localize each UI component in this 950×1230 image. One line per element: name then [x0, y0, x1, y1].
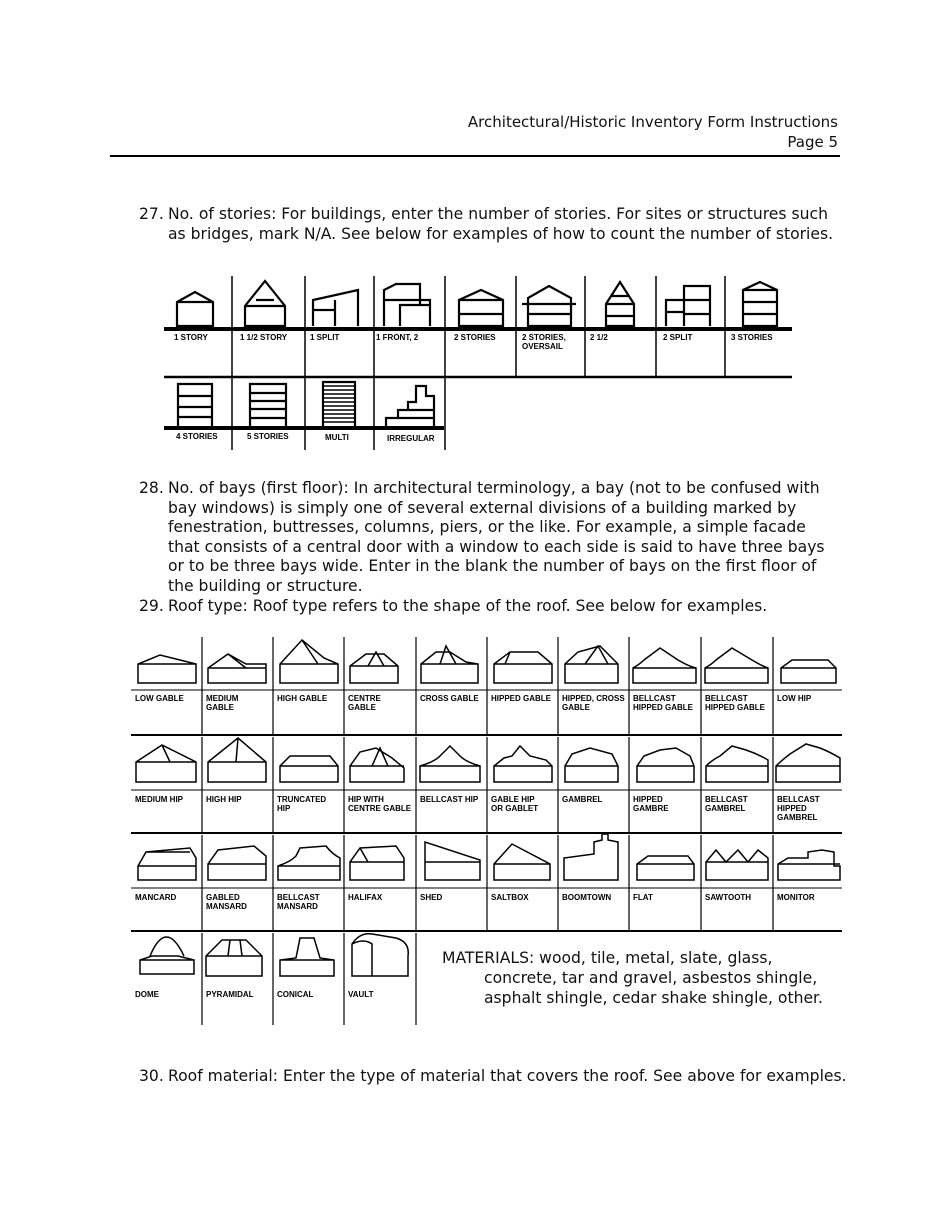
roof-label: BELLCAST MANSARD — [277, 893, 320, 911]
roof-label: BELLCAST HIPPED GAMBREL — [777, 795, 820, 822]
roof-figure — [778, 850, 840, 880]
document-title: Architectural/Historic Inventory Form Instructions — [467, 113, 838, 131]
roof-figure — [633, 648, 696, 683]
roof-figure — [637, 856, 694, 880]
roof-figure — [565, 748, 618, 782]
story-label: 3 STORIES — [731, 333, 773, 342]
roof-label: CENTRE GABLE — [348, 694, 381, 712]
item-number: 27. — [139, 205, 164, 223]
roof-figure — [421, 646, 478, 683]
roof-figure — [706, 850, 768, 880]
roof-label: HIPPED, CROSS GABLE — [562, 694, 625, 712]
roof-figure — [140, 937, 194, 974]
roof-label: LOW HIP — [777, 694, 812, 703]
roof-label: MANCARD — [135, 893, 177, 902]
item-text: Roof material: Enter the type of material that covers the roof. See above for examples. — [168, 1067, 847, 1085]
story-label: 1 STORY — [174, 333, 208, 342]
roof-figure — [494, 844, 550, 880]
roof-label: HIGH HIP — [206, 795, 242, 804]
roof-label: MEDIUM HIP — [135, 795, 183, 804]
roof-label: TRUNCATED HIP — [277, 795, 327, 813]
roof-figure — [208, 738, 266, 782]
roof-figure — [564, 834, 618, 880]
roof-label: HALIFAX — [348, 893, 383, 902]
roof-label: GABLED MANSARD — [206, 893, 247, 911]
roof-figure — [494, 652, 552, 683]
materials-line: MATERIALS: wood, tile, metal, slate, glass, — [442, 949, 773, 967]
roof-figure — [637, 748, 694, 782]
roof-figure — [206, 940, 262, 976]
roof-figure — [278, 846, 340, 880]
story-label: 1 1/2 STORY — [240, 333, 288, 342]
roof-label: BELLCAST GAMBREL — [705, 795, 748, 813]
story-label: MULTI — [325, 433, 349, 442]
roof-figure — [136, 745, 196, 782]
roof-label: SALTBOX — [491, 893, 529, 902]
story-label: 1 FRONT, 2 — [376, 333, 419, 342]
roof-figure — [420, 746, 480, 782]
roof-label: VAULT — [348, 990, 374, 999]
roof-label: HIPPED GABLE — [491, 694, 552, 703]
roof-figure — [138, 848, 196, 880]
roof-figure — [425, 842, 480, 880]
roof-label: HIP WITH CENTRE GABLE — [348, 795, 412, 813]
roof-figure — [706, 746, 768, 782]
item-30 — [139, 1067, 859, 1087]
roof-label: MEDIUM GABLE — [206, 694, 239, 712]
roof-figure — [705, 648, 768, 683]
roof-figure — [280, 756, 338, 782]
roof-label: BELLCAST HIP — [420, 795, 479, 804]
story-label: 4 STORIES — [176, 432, 218, 441]
roof-figure — [350, 748, 404, 782]
roof-figure — [776, 744, 840, 782]
roof-label: BELLCAST HIPPED GABLE — [705, 694, 766, 712]
roof-figure — [494, 746, 552, 782]
roof-label: GAMBREL — [562, 795, 603, 804]
story-label: 1 SPLIT — [310, 333, 340, 342]
roof-label: BELLCAST HIPPED GABLE — [633, 694, 694, 712]
item-number: 30. — [139, 1067, 164, 1085]
story-label: 2 1/2 — [590, 333, 608, 342]
materials-note — [442, 948, 823, 1008]
roof-figure — [565, 646, 618, 683]
roof-figure — [350, 652, 398, 683]
materials-line: concrete, tar and gravel, asbestos shingle, — [484, 969, 818, 987]
item-text: No. of stories: For buildings, enter the number of stories. For sites or structures such as bridges, mark N/A. See below for examples of how to count the number of stories. — [168, 205, 834, 243]
roof-label: FLAT — [633, 893, 653, 902]
item-number: 29. — [139, 597, 164, 615]
story-label: 5 STORIES — [247, 432, 289, 441]
roof-figure — [350, 846, 404, 880]
materials-line: asphalt shingle, cedar shake shingle, other. — [484, 989, 823, 1007]
story-label: 2 STORIES, OVERSAIL — [522, 333, 566, 351]
roof-label: SHED — [420, 893, 443, 902]
story-label: IRREGULAR — [387, 434, 435, 443]
roof-figure — [352, 934, 408, 976]
item-text: No. of bays (first floor): In architectural terminology, a bay (not to be confused with bay windows) is simply one of several external divisions of a building marked by fenestration, buttresses, columns, piers, or the like. For example, a simple facade that consists of a central door with a window to each side is said to have three bays or to be three bays wide. Enter in the blank the number of bays on the first floor of the building or structure. — [168, 479, 825, 595]
roof-label: CONICAL — [277, 990, 314, 999]
roof-label: SAWTOOTH — [705, 893, 752, 902]
roof-label: GABLE HIP OR GABLET — [491, 795, 539, 813]
roof-figure — [208, 654, 266, 683]
roof-figure — [280, 640, 338, 683]
roof-figure — [781, 660, 836, 683]
roof-label: HIPPED GAMBRE — [633, 795, 669, 813]
roof-label: LOW GABLE — [135, 694, 184, 703]
item-text: Roof type: Roof type refers to the shape of the roof. See below for examples. — [168, 597, 768, 615]
item-number: 28. — [139, 479, 164, 497]
roof-figure — [208, 846, 266, 880]
roof-label: BOOMTOWN — [562, 893, 612, 902]
page-number: Page 5 — [787, 133, 838, 151]
roof-label: HIGH GABLE — [277, 694, 328, 703]
roof-label: CROSS GABLE — [420, 694, 479, 703]
roof-figure — [280, 938, 334, 976]
story-label: 2 SPLIT — [663, 333, 693, 342]
roof-figure — [138, 655, 196, 683]
roof-label: MONITOR — [777, 893, 815, 902]
roof-label: PYRAMIDAL — [206, 990, 254, 999]
story-label: 2 STORIES — [454, 333, 496, 342]
roof-label: DOME — [135, 990, 159, 999]
